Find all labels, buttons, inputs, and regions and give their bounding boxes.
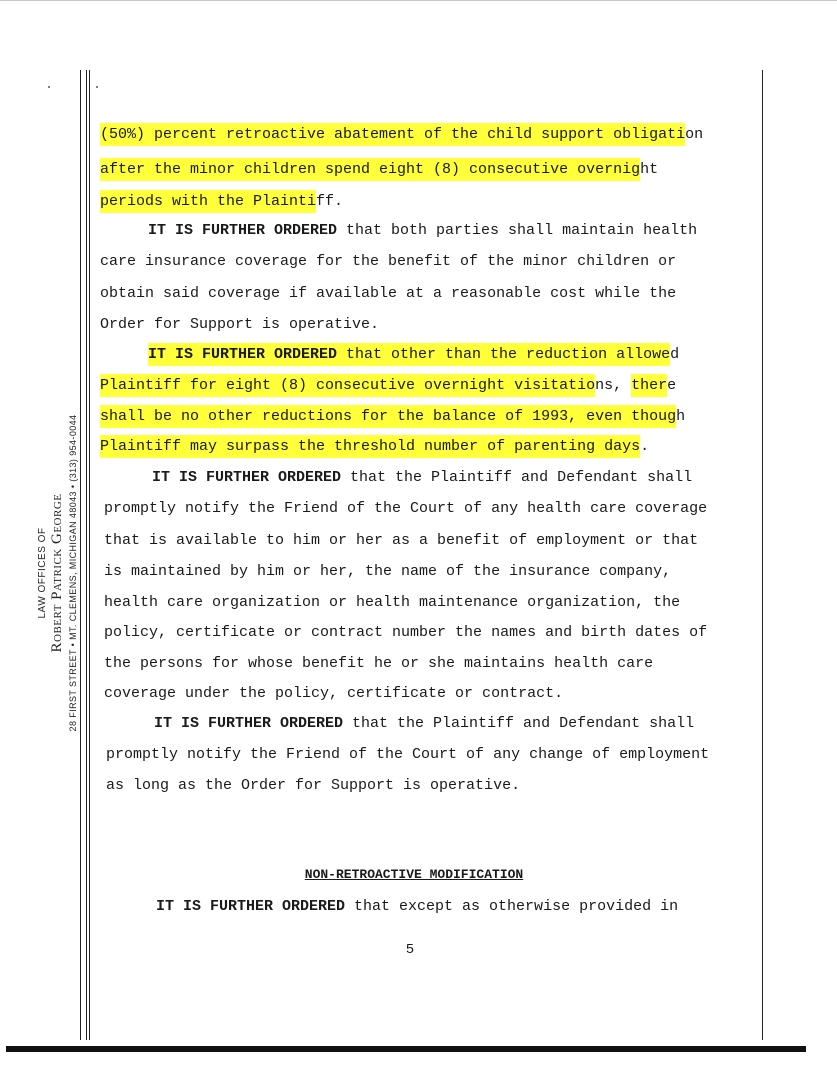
text-line: shall be no other reductions for the balance of 1993, even though — [100, 406, 685, 428]
text-line: IT IS FURTHER ORDERED that the Plaintiff and Defendant shall — [152, 469, 693, 486]
text-line: IT IS FURTHER ORDERED that other than the reduction allowed — [148, 344, 679, 366]
text-line: Plaintiff may surpass the threshold number of parenting days. — [100, 436, 649, 458]
letterhead-address: 28 FIRST STREET • MT. CLEMENS, MICHIGAN 48043 • (313) 954-0044 — [68, 414, 78, 732]
letterhead-firm-name: Robert Patrick George — [49, 493, 65, 653]
text-line: (50%) percent retroactive abatement of the child support obligation — [100, 124, 703, 146]
bottom-scan-edge — [6, 1046, 806, 1052]
text-line: Plaintiff for eight (8) consecutive overnight visitations, there — [100, 375, 676, 397]
page-number: 5 — [405, 942, 415, 958]
top-rule — [0, 0, 837, 1]
text-line: health care organization or health maintenance organization, the — [104, 594, 681, 611]
text-line: that is available to him or her as a benefit of employment or that — [104, 532, 699, 549]
letterhead-line1: LAW OFFICES OF — [37, 527, 48, 619]
text-line: IT IS FURTHER ORDERED that both parties shall maintain health — [148, 222, 698, 239]
text-line: promptly notify the Friend of the Court of any change of employment — [106, 746, 710, 763]
text-line: as long as the Order for Support is operative. — [106, 777, 521, 794]
text-line: coverage under the policy, certificate or contract. — [104, 685, 564, 702]
text-line: the persons for whose benefit he or she maintains health care — [104, 655, 654, 672]
text-line: care insurance coverage for the benefit of the minor children or — [100, 253, 677, 270]
scan-speck — [48, 86, 50, 88]
text-line: Order for Support is operative. — [100, 316, 380, 333]
text-line: obtain said coverage if available at a reasonable cost while the — [100, 285, 677, 302]
text-line: periods with the Plaintiff. — [100, 191, 343, 213]
text-line: IT IS FURTHER ORDERED that the Plaintiff and Defendant shall — [154, 715, 695, 732]
text-line: promptly notify the Friend of the Court of any health care coverage — [104, 500, 708, 517]
right-margin-rule — [762, 70, 763, 1040]
text-line: after the minor children spend eight (8) consecutive overnight — [100, 159, 658, 181]
scan-speck — [96, 86, 98, 88]
text-line: policy, certificate or contract number the names and birth dates of — [104, 624, 708, 641]
section-heading: NON-RETROACTIVE MODIFICATION — [304, 867, 524, 882]
text-line: IT IS FURTHER ORDERED that except as otherwise provided in — [156, 898, 679, 915]
law-office-letterhead — [36, 293, 96, 853]
text-line: is maintained by him or her, the name of the insurance company, — [104, 563, 672, 580]
